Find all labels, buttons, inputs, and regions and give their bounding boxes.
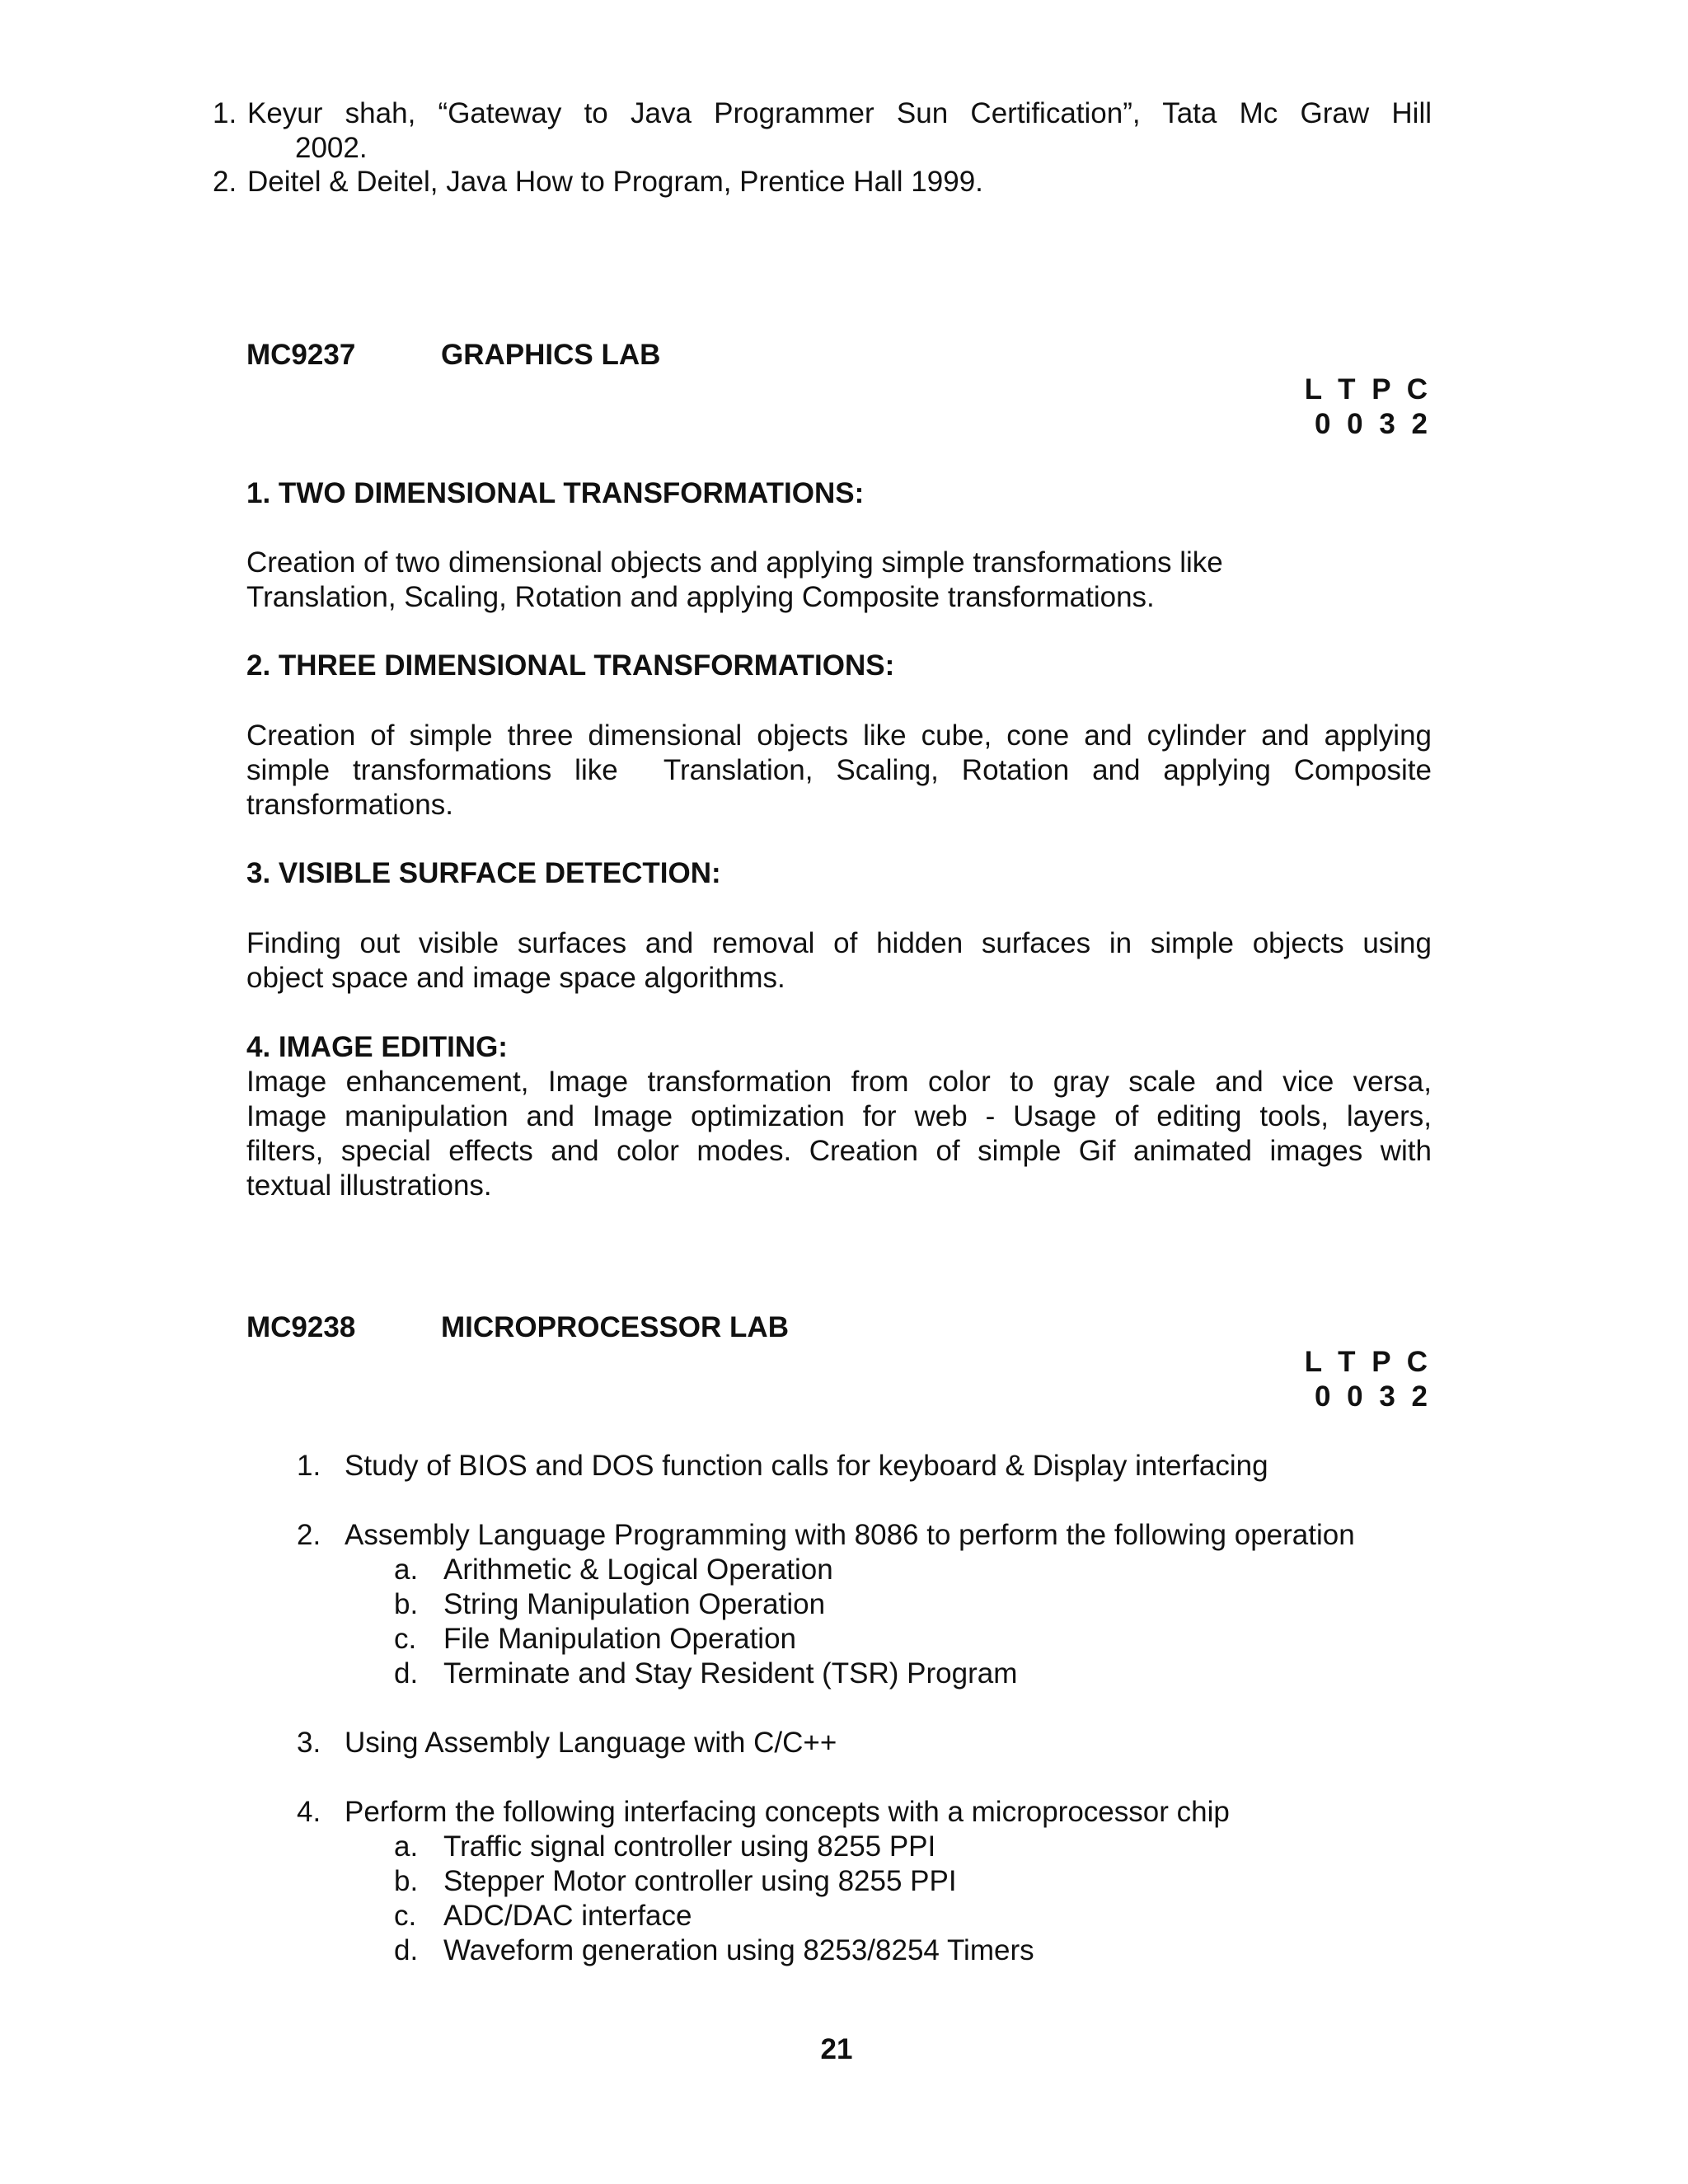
reference-text-line: Keyur shah, “Gateway to Java Programmer Sun Certification”, Tata Mc Graw Hill <box>247 97 1432 129</box>
sub-list-item <box>394 1622 797 1657</box>
list-item <box>297 1726 837 1760</box>
sub-list-item-text: ADC/DAC interface <box>443 1900 692 1932</box>
paragraph-line: Image manipulation and Image optimization for web - Usage of editing tools, layers, <box>246 1100 1432 1132</box>
list-number: 3. <box>297 1727 321 1759</box>
list-number: 2. <box>213 166 237 198</box>
reference-item <box>213 165 1432 199</box>
course-title: MICROPROCESSOR LAB <box>441 1311 789 1343</box>
ltpc-values: 0 0 3 2 <box>1314 1380 1432 1413</box>
paragraph-line: object space and image space algorithms. <box>246 962 785 994</box>
list-letter: b. <box>394 1588 419 1620</box>
paragraph-line: textual illustrations. <box>246 1169 492 1202</box>
list-item-text: Perform the following interfacing concepts with a microprocessor chip <box>345 1796 1230 1828</box>
sub-list-item-text: Arithmetic & Logical Operation <box>443 1554 833 1586</box>
list-number: 1. <box>213 97 237 129</box>
sub-list-item-text: File Manipulation Operation <box>443 1623 797 1655</box>
list-letter: d. <box>394 1657 419 1690</box>
sub-list-item <box>394 1657 1018 1691</box>
list-number: 2. <box>297 1519 321 1551</box>
paragraph-line: Creation of two dimensional objects and applying simple transformations like <box>246 546 1223 579</box>
list-letter: a. <box>394 1554 419 1586</box>
paragraph-line: Finding out visible surfaces and removal of hidden surfaces in simple objects using <box>246 927 1432 959</box>
section-heading: 2. THREE DIMENSIONAL TRANSFORMATIONS: <box>246 649 895 682</box>
list-item <box>297 1518 1355 1553</box>
course-title: GRAPHICS LAB <box>441 339 661 371</box>
list-letter: b. <box>394 1865 419 1897</box>
paragraph-line: transformations. <box>246 789 453 821</box>
paragraph-line: Creation of simple three dimensional objects like cube, cone and cylinder and applying <box>246 719 1432 752</box>
course-code: MC9237 <box>246 339 356 371</box>
ltpc-header: L T P C <box>1304 373 1432 405</box>
list-item-text: Assembly Language Programming with 8086 to perform the following operation <box>345 1519 1355 1551</box>
section-heading: 1. TWO DIMENSIONAL TRANSFORMATIONS: <box>246 477 865 509</box>
sub-list-item-text: Stepper Motor controller using 8255 PPI <box>443 1865 957 1897</box>
list-number: 1. <box>297 1450 321 1482</box>
reference-text-line: Deitel & Deitel, Java How to Program, Prentice Hall 1999. <box>247 166 983 198</box>
course-code: MC9238 <box>246 1311 356 1343</box>
list-letter: d. <box>394 1934 419 1966</box>
paragraph-line: filters, special effects and color modes. Creation of simple Gif animated images with <box>246 1135 1432 1167</box>
paragraph-line: simple transformations like Translation, Scaling, Rotation and applying Composite <box>246 754 1432 786</box>
list-item <box>297 1795 1230 1830</box>
reference-text-line: 2002. <box>295 132 368 164</box>
sub-list-item <box>394 1587 826 1622</box>
section-heading: 4. IMAGE EDITING: <box>246 1031 508 1063</box>
list-item-text: Study of BIOS and DOS function calls for keyboard & Display interfacing <box>345 1450 1268 1482</box>
page-number: 21 <box>820 2033 853 2065</box>
list-item <box>297 1449 1268 1483</box>
section-heading: 3. VISIBLE SURFACE DETECTION: <box>246 857 721 889</box>
ltpc-header: L T P C <box>1304 1346 1432 1378</box>
reference-item <box>213 96 1432 131</box>
list-letter: a. <box>394 1830 419 1863</box>
list-number: 4. <box>297 1796 321 1828</box>
sub-list-item <box>394 1933 1034 1968</box>
list-item-text: Using Assembly Language with C/C++ <box>345 1727 837 1759</box>
list-letter: c. <box>394 1623 417 1655</box>
sub-list-item <box>394 1830 936 1864</box>
sub-list-item <box>394 1553 833 1587</box>
ltpc-values: 0 0 3 2 <box>1314 408 1432 440</box>
sub-list-item-text: String Manipulation Operation <box>443 1588 826 1620</box>
sub-list-item-text: Waveform generation using 8253/8254 Timers <box>443 1934 1034 1966</box>
sub-list-item-text: Terminate and Stay Resident (TSR) Program <box>443 1657 1018 1690</box>
sub-list-item-text: Traffic signal controller using 8255 PPI <box>443 1830 936 1863</box>
paragraph-line: Translation, Scaling, Rotation and applying Composite transformations. <box>246 581 1155 613</box>
sub-list-item <box>394 1864 957 1899</box>
paragraph-line: Image enhancement, Image transformation from color to gray scale and vice versa, <box>246 1066 1432 1098</box>
list-letter: c. <box>394 1900 417 1932</box>
sub-list-item <box>394 1899 692 1933</box>
